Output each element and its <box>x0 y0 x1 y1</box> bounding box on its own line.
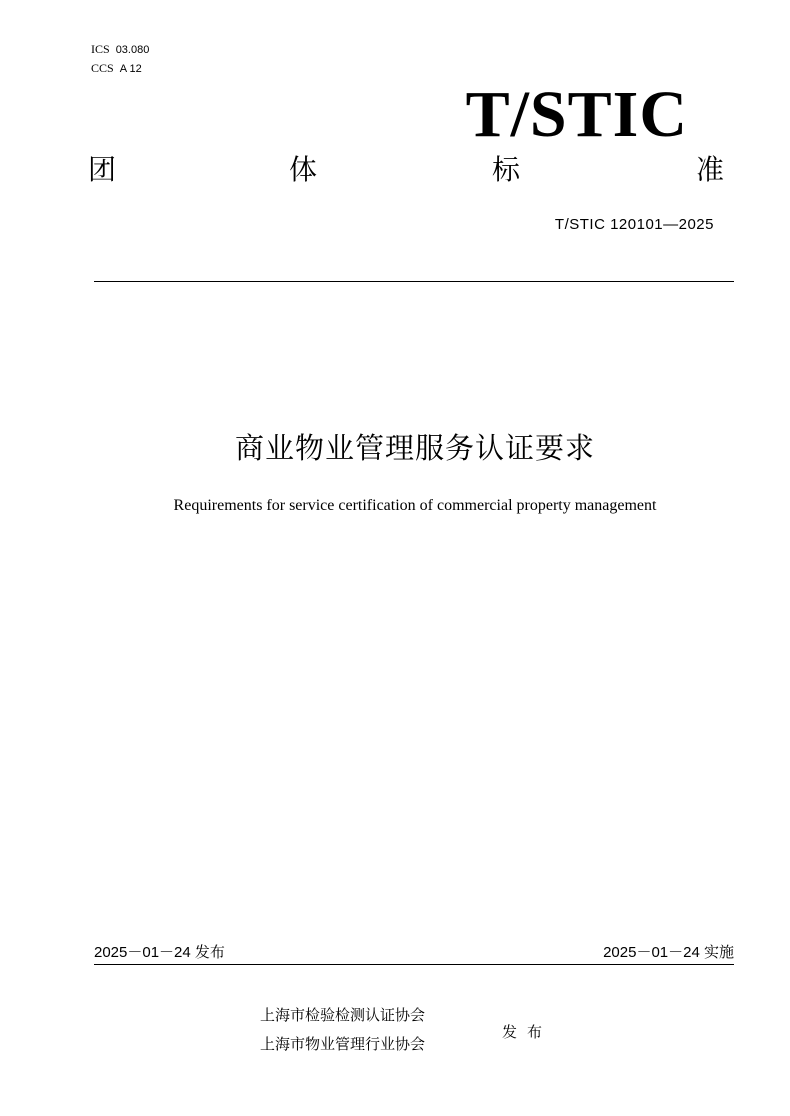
standard-type-char-3: 标 <box>492 153 521 186</box>
standard-type-char-1: 团 <box>88 153 117 186</box>
standard-logo: T/STIC <box>465 78 688 151</box>
ccs-code: A 12 <box>119 63 142 75</box>
standard-type-char-2: 体 <box>289 153 318 186</box>
title-chinese: 商业物业管理服务认证要求 <box>234 431 595 465</box>
publish-label: 发布 <box>502 1023 553 1041</box>
implementation-date: 2025－01－24 实施 <box>603 944 734 961</box>
publisher-org-1: 上海市检验检测认证协会 <box>260 1006 426 1024</box>
ics-code: 03.080 <box>115 44 150 56</box>
ccs-label: CCS <box>91 61 114 75</box>
publisher-org-2: 上海市物业管理行业协会 <box>260 1035 426 1053</box>
classification-block <box>91 40 149 78</box>
title-english: Requirements for service certification of commercial property management <box>173 497 657 514</box>
ics-label: ICS <box>91 42 110 56</box>
standard-type-char-4: 准 <box>696 153 725 186</box>
footer-divider <box>94 964 734 965</box>
release-date: 2025－01－24 发布 <box>94 944 225 961</box>
ccs-line <box>91 59 149 78</box>
standard-number: T/STIC 120101—2025 <box>554 216 714 233</box>
header-divider <box>94 281 734 282</box>
ics-line <box>91 40 149 59</box>
